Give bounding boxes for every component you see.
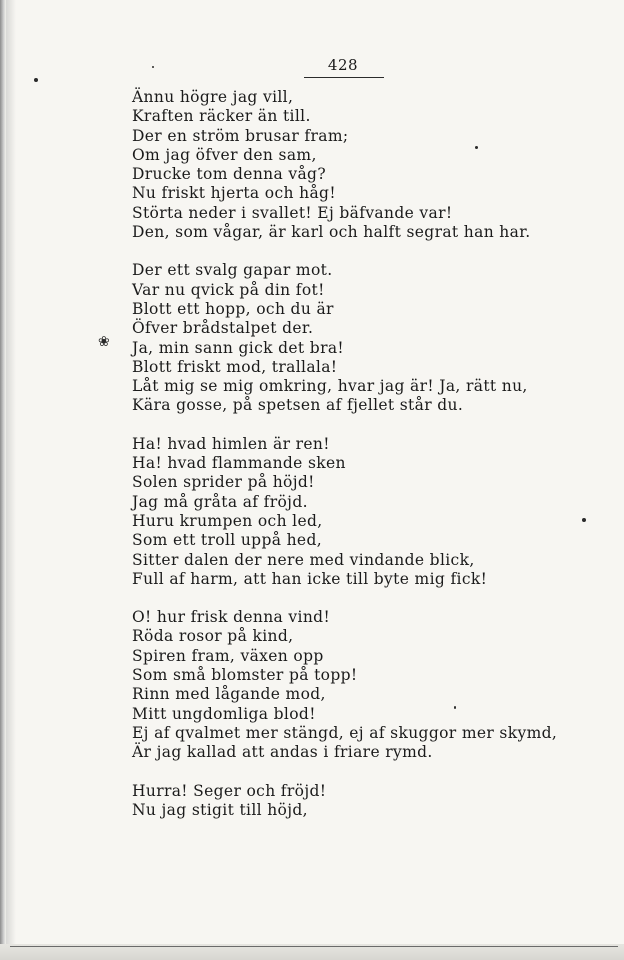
poem-line: Nu friskt hjerta och håg! [132, 184, 336, 203]
poem-line: Blott friskt mod, trallala! [132, 357, 338, 376]
poem-line: Sitter dalen der nere med vindande blick, [132, 550, 475, 569]
poem-line: Huru krumpen och led, [132, 511, 323, 530]
poem-line: Jag må gråta af fröjd. [132, 492, 308, 511]
poem-line: Rinn med lågande mod, [132, 685, 326, 704]
poem-line: Störta neder i svallet! Ej bäfvande var! [132, 203, 453, 222]
poem-line: Ej af qvalmet mer stängd, ej af skuggor mer skymd, [132, 723, 558, 742]
poem-line: Ha! hvad flammande sken [132, 454, 346, 473]
page-number: 428 [327, 56, 359, 74]
page-number-rule [304, 77, 384, 78]
stanza-4 [132, 608, 592, 762]
scan-speck [152, 66, 154, 68]
poem-line: Röda rosor på kind, [132, 627, 294, 646]
poem-line: Öfver brådstalpet der. [132, 319, 314, 338]
poem-line: Den, som vågar, är karl och halft segrat han har. [132, 223, 531, 242]
poem-line: Drucke tom denna våg? [132, 165, 326, 184]
poem-line: O! hur frisk denna vind! [132, 608, 331, 627]
poem-line: Ja, min sann gick det bra! [132, 338, 344, 357]
poem-line: Mitt ungdomliga blod! [132, 704, 316, 723]
poem-line: Var nu qvick på din fot! [132, 280, 325, 299]
poem-line: Blott ett hopp, och du är [132, 299, 334, 318]
binding-shadow [6, 0, 16, 960]
poem-line: Der ett svalg gapar mot. [132, 261, 333, 280]
poem-line: Som små blomster på topp! [132, 666, 358, 685]
page-bottom-rule [10, 946, 618, 947]
poem-line: Nu jag stigit till höjd, [132, 800, 308, 819]
poem-line: Låt mig se mig omkring, hvar jag är! Ja, rätt nu, [132, 377, 528, 396]
poem-line: Är jag kallad att andas i friare rymd. [132, 743, 433, 762]
scan-speck [34, 78, 38, 82]
poem-line: Som ett troll uppå hed, [132, 531, 322, 550]
poem-line: Hurra! Seger och fröjd! [132, 781, 327, 800]
poem-line: Spiren fram, växen opp [132, 646, 324, 665]
poem-line: Ännu högre jag vill, [132, 88, 294, 106]
stanza-1 [132, 88, 592, 242]
poem-line: Solen sprider på höjd! [132, 473, 315, 492]
poem-line: Kraften räcker än till. [132, 107, 311, 126]
poem-line: Der en ström brusar fram; [132, 126, 349, 145]
stanza-3 [132, 435, 592, 589]
stanza-5 [132, 782, 592, 821]
poem-line: Om jag öfver den sam, [132, 145, 317, 164]
stanza-2 [132, 261, 592, 415]
margin-ornament-icon: ❀ [98, 334, 110, 350]
poem-text [132, 88, 592, 839]
poem-line: Ha! hvad himlen är ren! [132, 434, 330, 453]
poem-line: Kära gosse, på spetsen af fjellet står du. [132, 396, 464, 415]
poem-line: Full af harm, att han icke till byte mig fick! [132, 569, 488, 588]
